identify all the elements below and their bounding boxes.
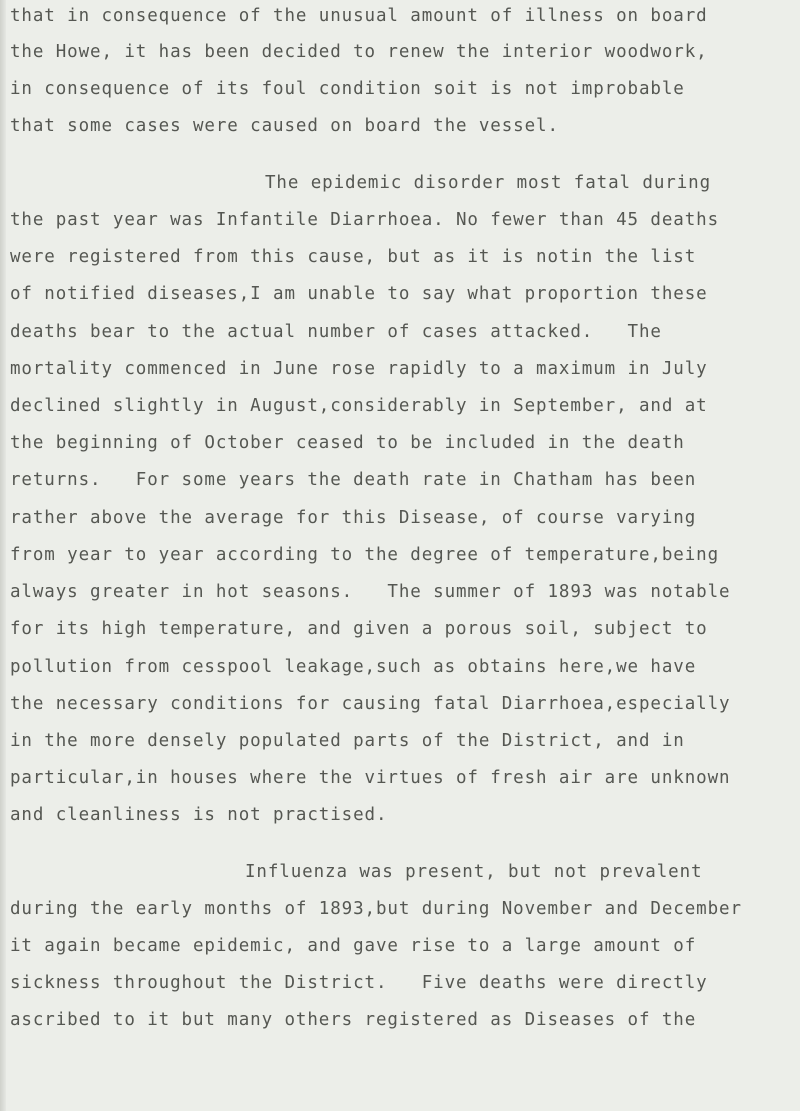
text-line: the past year was Infantile Diarrhoea. No fewer than 45 deaths <box>10 210 720 230</box>
text-line: pollution from cesspool leakage,such as obtains here,we have <box>10 657 697 677</box>
text-line: rather above the average for this Disease, of course varying <box>10 508 697 528</box>
text-line: from year to year according to the degree of temperature,being <box>10 545 720 565</box>
text-line: it again became epidemic, and gave rise to a large amount of <box>10 936 697 956</box>
text-line: in consequence of its foul condition soit is not improbable <box>10 79 685 99</box>
text-line: during the early months of 1893,but during November and December <box>10 899 742 919</box>
text-line: always greater in hot seasons. The summer of 1893 was notable <box>10 582 731 602</box>
text-line: for its high temperature, and given a porous soil, subject to <box>10 619 708 639</box>
text-line: and cleanliness is not practised. <box>10 805 388 825</box>
text-line: that some cases were caused on board the vessel. <box>10 116 559 136</box>
text-line: that in consequence of the unusual amount of illness on board <box>10 6 708 26</box>
text-line: deaths bear to the actual number of cases attacked. The <box>10 322 662 342</box>
text-line: of notified diseases,I am unable to say what proportion these <box>10 284 708 304</box>
paragraph-first-line: The epidemic disorder most fatal during <box>265 173 711 193</box>
text-line: mortality commenced in June rose rapidly to a maximum in July <box>10 359 708 379</box>
text-line: were registered from this cause, but as it is notin the list <box>10 247 697 267</box>
paragraph-first-line: Influenza was present, but not prevalent <box>245 862 703 882</box>
text-line: the necessary conditions for causing fatal Diarrhoea,especially <box>10 694 731 714</box>
text-line: ascribed to it but many others registered as Diseases of the <box>10 1010 697 1030</box>
text-line: declined slightly in August,considerably in September, and at <box>10 396 708 416</box>
text-line: particular,in houses where the virtues of fresh air are unknown <box>10 768 731 788</box>
text-line: sickness throughout the District. Five deaths were directly <box>10 973 708 993</box>
text-line: the beginning of October ceased to be included in the death <box>10 433 685 453</box>
text-line: the Howe, it has been decided to renew the interior woodwork, <box>10 42 708 62</box>
text-line: in the more densely populated parts of the District, and in <box>10 731 685 751</box>
text-line: returns. For some years the death rate in Chatham has been <box>10 470 697 490</box>
